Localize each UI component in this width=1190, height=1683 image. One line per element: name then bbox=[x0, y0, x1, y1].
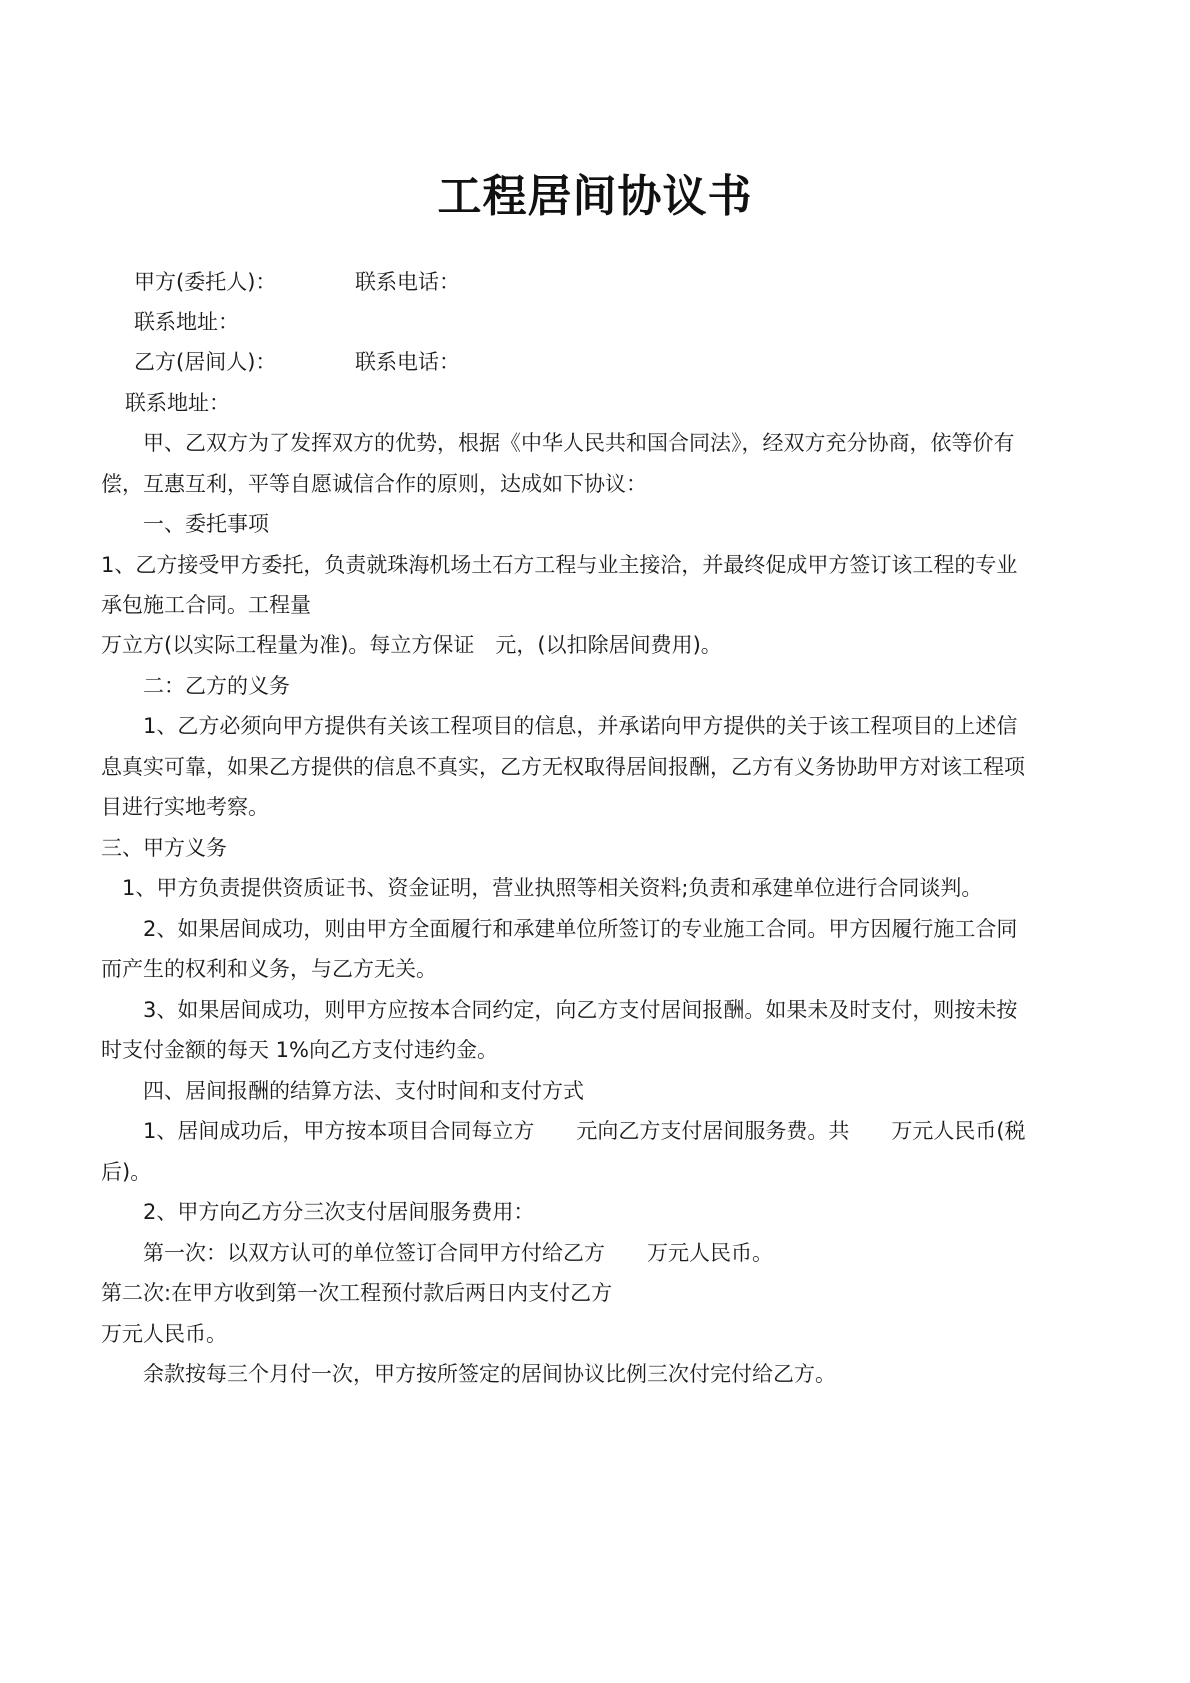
party-b-obligations-line: 1、乙方必须向甲方提供有关该工程项目的信息，并承诺向甲方提供的关于该工程项目的上述信 bbox=[143, 714, 1018, 738]
party-b-phone-label: 联系电话： bbox=[355, 350, 460, 374]
section-heading-entrustment: 一、委托事项 bbox=[143, 512, 269, 536]
section-heading-party-b-obligations: 二：乙方的义务 bbox=[143, 674, 290, 698]
party-b-address-label: 联系地址： bbox=[125, 391, 230, 415]
payment-installment: 第一次：以双方认可的单位签订合同甲方付给乙方 万元人民币。 bbox=[143, 1241, 773, 1265]
party-b-obligations-line: 息真实可靠，如果乙方提供的信息不真实，乙方无权取得居间报酬，乙方有义务协助甲方对该工程项 bbox=[101, 755, 1025, 779]
party-b-label: 乙方(居间人)： bbox=[134, 350, 277, 374]
party-a-address-label: 联系地址： bbox=[134, 310, 239, 334]
payment-installment: 万元人民币。 bbox=[101, 1322, 227, 1346]
payment-item: 2、甲方向乙方分三次支付居间服务费用： bbox=[143, 1200, 535, 1224]
party-a-phone-label: 联系电话： bbox=[355, 270, 460, 294]
section-heading-payment: 四、居间报酬的结算方法、支付时间和支付方式 bbox=[143, 1079, 584, 1103]
party-a-label: 甲方(委托人)： bbox=[134, 270, 277, 294]
intro-paragraph-line: 偿，互惠互利，平等自愿诚信合作的原则，达成如下协议： bbox=[101, 472, 647, 496]
party-a-obligation-item: 1、甲方负责提供资质证书、资金证明，营业执照等相关资料;负责和承建单位进行合同谈判。 bbox=[122, 876, 983, 900]
intro-paragraph-line: 甲、乙双方为了发挥双方的优势，根据《中华人民共和国合同法》，经双方充分协商，依等价有 bbox=[143, 431, 1015, 455]
payment-installment: 第二次:在甲方收到第一次工程预付款后两日内支付乙方 bbox=[101, 1281, 613, 1305]
payment-item: 1、居间成功后，甲方按本项目合同每立方 元向乙方支付居间服务费。共 万元人民币(税 bbox=[143, 1119, 1026, 1143]
entrustment-paragraph-line: 承包施工合同。工程量 bbox=[101, 593, 311, 617]
party-a-obligation-item: 时支付金额的每天 1%向乙方支付违约金。 bbox=[101, 1038, 498, 1062]
entrustment-paragraph-line: 1、乙方接受甲方委托，负责就珠海机场土石方工程与业主接洽，并最终促成甲方签订该工程的专业 bbox=[101, 553, 1018, 577]
section-heading-party-a-obligations: 三、甲方义务 bbox=[101, 836, 227, 860]
payment-remainder: 余款按每三个月付一次，甲方按所签定的居间协议比例三次付完付给乙方。 bbox=[143, 1362, 836, 1386]
entrustment-paragraph-line: 万立方(以实际工程量为准)。每立方保证 元，(以扣除居间费用)。 bbox=[101, 633, 722, 657]
party-a-obligation-item: 2、如果居间成功，则由甲方全面履行和承建单位所签订的专业施工合同。甲方因履行施工合同 bbox=[143, 917, 1018, 941]
party-b-obligations-line: 目进行实地考察。 bbox=[101, 795, 269, 819]
party-a-obligation-item: 而产生的权利和义务，与乙方无关。 bbox=[101, 957, 437, 981]
party-a-obligation-item: 3、如果居间成功，则甲方应按本合同约定，向乙方支付居间报酬。如果未及时支付，则按未按 bbox=[143, 998, 1018, 1022]
document-title: 工程居间协议书 bbox=[437, 171, 753, 222]
payment-item: 后)。 bbox=[101, 1160, 152, 1184]
